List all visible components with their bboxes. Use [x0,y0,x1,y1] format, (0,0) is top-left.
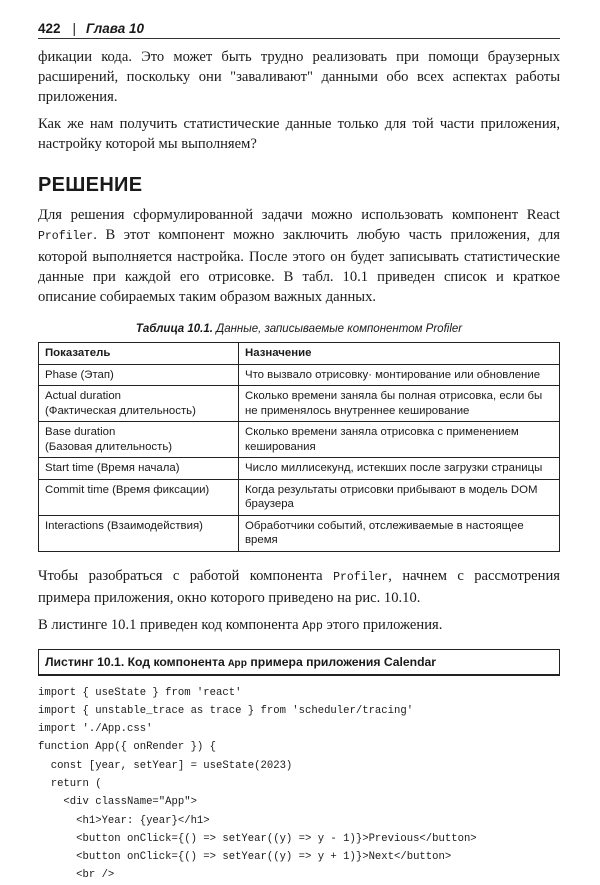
table-row [39,422,560,458]
metric-cell: Interactions (Взаимодействия) [39,515,239,551]
table-caption-label: Таблица 10.1. [135,323,213,335]
table-caption-text: Данные, записываемые компонентом Profiler [212,323,463,335]
code-line: <h1>Year: {year}</h1> [38,814,210,827]
code-line: <div className="App"> [38,796,197,809]
solution-text-start: Для решения сформулированной задачи можно использовать компонент React [38,207,560,223]
listing-reference-paragraph [38,615,560,637]
listing-ref-text-end: этого приложения. [322,616,443,633]
app-intro-text-start: Чтобы разобраться с работой компонента [38,567,334,584]
purpose-cell: Обработчики событий, отслеживаемые в настоящее время [239,515,560,551]
profiler-data-table [38,342,560,552]
code-line: import { useState } from 'react' [38,686,242,699]
column-header-metric: Показатель [39,343,239,365]
purpose-cell: Число миллисекунд, истекших после загрузки страницы [239,458,560,480]
listing-title-end: примера приложения Calendar [247,654,437,669]
column-header-purpose: Назначение [239,343,560,365]
code-line: <br /> [38,869,115,882]
app-intro-text-end: , начнем с рассмотрения примера приложения, окно которого приведено на рис. 10.10. [38,567,560,606]
section-heading: РЕШЕНИЕ [38,174,143,196]
code-line: const [year, setYear] = useState(2023) [38,759,293,772]
code-line: <button onClick={() => setYear((y) => y - 1)}>Previous</button> [38,832,477,845]
metric-cell: Commit time (Время фиксации) [39,479,239,515]
metric-cell: Phase (Этап) [39,364,239,386]
table-row [39,515,560,551]
code-line: <button onClick={() => setYear((y) => y + 1)}>Next</button> [38,851,452,864]
page-number: 422 [38,20,61,36]
code-line: import { unstable_trace as trace } from 'scheduler/tracing' [38,704,414,717]
listing-title-start: Листинг 10.1. Код компонента [45,654,229,669]
listing-ref-text-start: В листинге 10.1 приведен код компонента [38,616,303,633]
purpose-cell: Что вызвало отрисовку· монтирование или обновление [239,364,560,386]
table-row [39,386,560,422]
header-separator: | [72,20,77,36]
purpose-cell: Сколько времени заняла бы полная отрисовка, если бы не применялось внутреннее кеширование [239,386,560,422]
metric-cell: Start time (Время начала) [39,458,239,480]
table-row [39,458,560,480]
listing-title [38,649,560,676]
chapter-title: Глава 10 [86,20,144,36]
profiler-code: Profiler [38,230,94,243]
app-code: App [302,619,323,633]
metric-cell: Actual duration (Фактическая длительность) [39,386,239,422]
profiler-code: Profiler [333,570,389,584]
running-header [38,18,560,39]
table-row [39,364,560,386]
code-line: return ( [38,777,102,790]
purpose-cell: Когда результаты отрисовки прибывают в модель DOM браузера [239,479,560,515]
metric-cell: Base duration (Базовая длительность) [39,422,239,458]
table-row [39,479,560,515]
listing-title-code: App [228,657,248,670]
intro-paragraph-1: фикации кода. Это может быть трудно реализовать при помощи браузерных расширений, поскольку они "заваливают" данными обо всех аспектах работы приложения. [38,49,560,105]
book-page [38,18,560,885]
table-header-row [39,343,560,365]
intro-paragraph-2: Как же нам получить статистические данные только для той части приложения, настройку которой мы выполняем? [38,116,560,152]
solution-paragraph [38,205,560,307]
solution-text-end: . В этот компонент можно заключить любую часть приложения, для которой выполняется настройка. После этого он будет записывать статистические данные при каждой его отрисовке. В табл. 10.1 приведен список и краткое описание собираемых таким образом важных данных. [38,227,560,305]
code-line: function App({ onRender }) { [38,741,217,754]
code-line: import './App.css' [38,723,153,736]
app-intro-paragraph [38,566,560,608]
table-caption [38,323,560,335]
code-listing [38,684,560,885]
purpose-cell: Сколько времени заняла отрисовка с применением кеширования [239,422,560,458]
